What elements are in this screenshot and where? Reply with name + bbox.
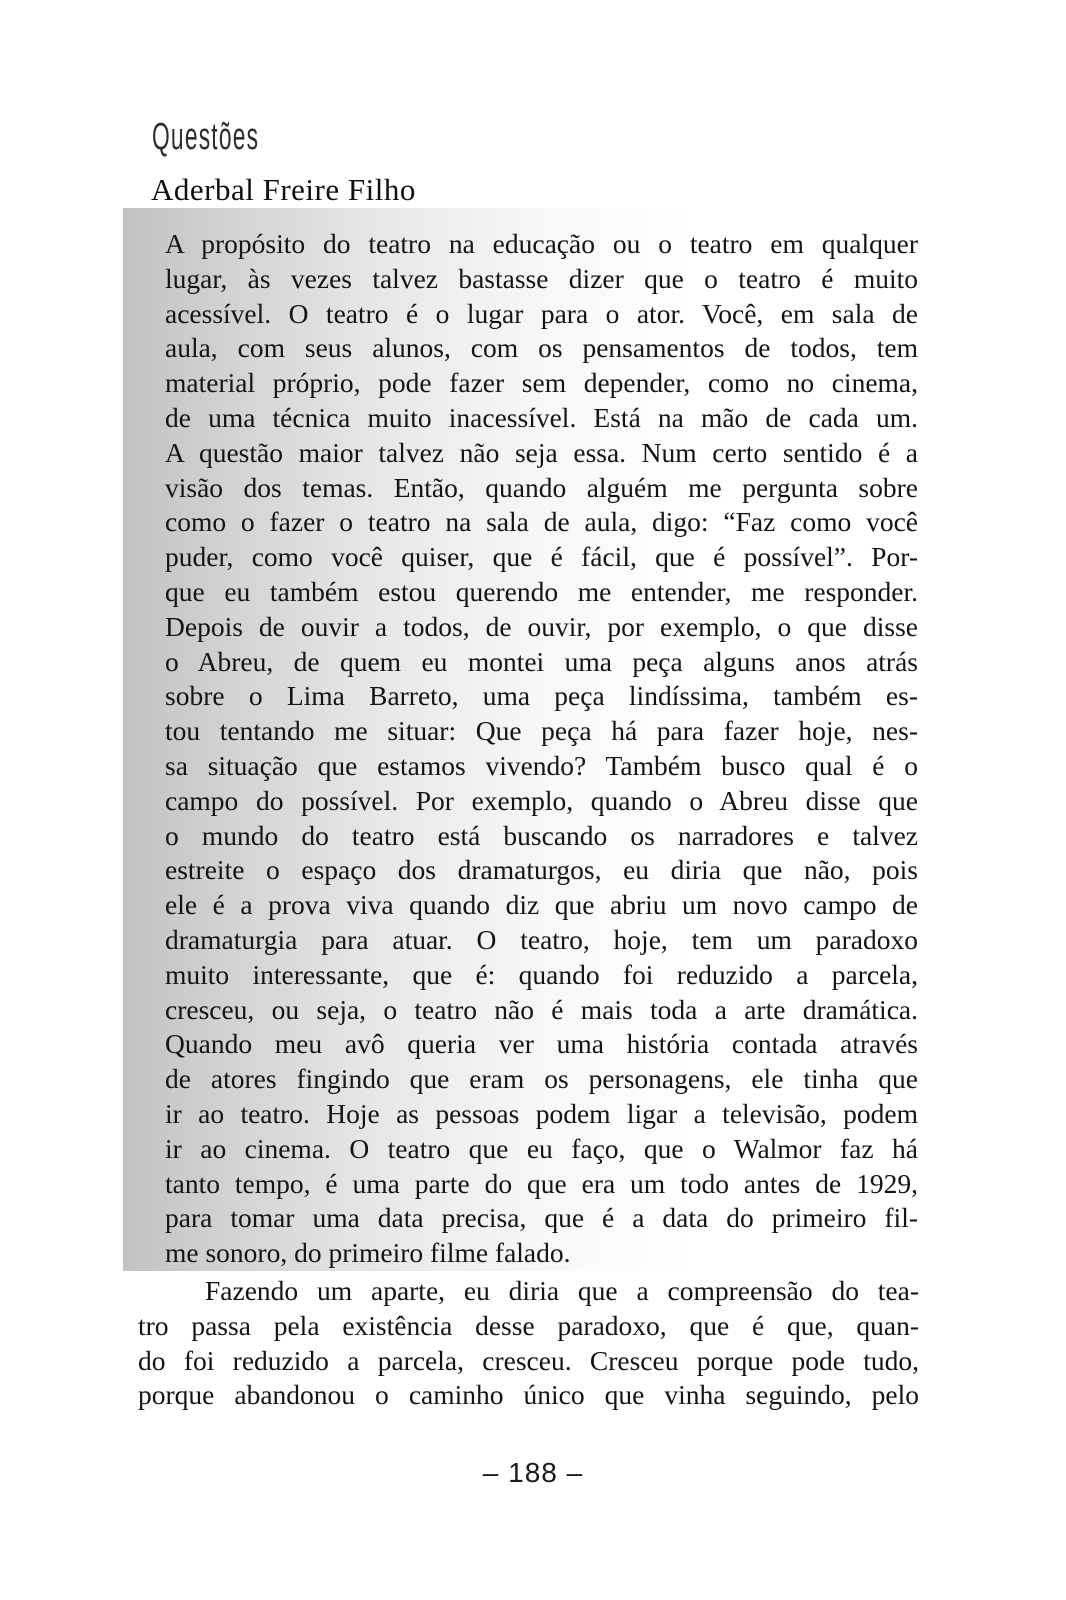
- text-line: ir ao cinema. O teatro que eu faço, que o Walmor faz há: [165, 1132, 918, 1164]
- text-line: de atores fingindo que eram os personagens, ele tinha que: [165, 1063, 918, 1095]
- text-line: sobre o Lima Barreto, uma peça lindíssima, também es-: [165, 680, 918, 712]
- text-line: como o fazer o teatro na sala de aula, digo: “Faz como você: [165, 506, 918, 538]
- text-line: porque abandonou o caminho único que vinha seguindo, pelo: [138, 1379, 919, 1411]
- text-line: A questão maior talvez não seja essa. Num certo sentido é a: [165, 436, 918, 468]
- text-line: material próprio, pode fazer sem depender, como no cinema,: [165, 367, 918, 399]
- text-line: puder, como você quiser, que é fácil, que é possível”. Por-: [165, 541, 918, 573]
- text-line: campo do possível. Por exemplo, quando o Abreu disse que: [165, 784, 918, 816]
- text-line: lugar, às vezes talvez bastasse dizer que o teatro é muito: [165, 262, 918, 294]
- text-line: tou tentando me situar: Que peça há para fazer hoje, nes-: [165, 715, 918, 747]
- text-line: A propósito do teatro na educação ou o teatro em qualquer: [165, 228, 918, 259]
- text-line: do foi reduzido a parcela, cresceu. Cresceu porque pode tudo,: [138, 1344, 919, 1376]
- text-line: cresceu, ou seja, o teatro não é mais toda a arte dramática.: [165, 993, 918, 1025]
- text-line: ele é a prova viva quando diz que abriu um novo campo de: [165, 889, 918, 921]
- text-line: Quando meu avô queria ver uma história contada através: [165, 1028, 918, 1060]
- text-line: estreite o espaço dos dramaturgos, eu diria que não, pois: [165, 854, 918, 886]
- text-line: acessível. O teatro é o lugar para o ator. Você, em sala de: [165, 297, 918, 329]
- body-paragraph: [138, 1274, 919, 1413]
- text-line: muito interessante, que é: quando foi reduzido a parcela,: [165, 958, 918, 990]
- text-line: o mundo do teatro está buscando os narradores e talvez: [165, 819, 918, 851]
- quote-paragraph: [165, 227, 918, 1271]
- text-line: dramaturgia para atuar. O teatro, hoje, tem um paradoxo: [165, 923, 918, 955]
- text-line: visão dos temas. Então, quando alguém me pergunta sobre: [165, 471, 918, 503]
- text-line: que eu também estou querendo me entender, me responder.: [165, 575, 918, 607]
- text-line: para tomar uma data precisa, que é a data do primeiro fil-: [165, 1202, 918, 1234]
- text-line: me sonoro, do primeiro filme falado.: [165, 1237, 571, 1269]
- author-name: Aderbal Freire Filho: [151, 172, 416, 207]
- page-number: – 188 –: [482, 1457, 584, 1488]
- text-line: o Abreu, de quem eu montei uma peça alguns anos atrás: [165, 645, 918, 677]
- text-line: ir ao teatro. Hoje as pessoas podem ligar a televisão, podem: [165, 1097, 918, 1129]
- text-line: tanto tempo, é uma parte do que era um todo antes de 1929,: [165, 1167, 918, 1199]
- text-line: tro passa pela existência desse paradoxo, que é que, quan-: [138, 1309, 919, 1341]
- text-line: Depois de ouvir a todos, de ouvir, por exemplo, o que disse: [165, 610, 918, 642]
- text-line: Fazendo um aparte, eu diria que a compreensão do tea-: [205, 1275, 919, 1306]
- section-label: Questões: [152, 116, 260, 158]
- text-line: sa situação que estamos vivendo? Também busco qual é o: [165, 749, 918, 781]
- text-line: de uma técnica muito inacessível. Está na mão de cada um.: [165, 401, 918, 433]
- text-line: aula, com seus alunos, com os pensamentos de todos, tem: [165, 332, 918, 364]
